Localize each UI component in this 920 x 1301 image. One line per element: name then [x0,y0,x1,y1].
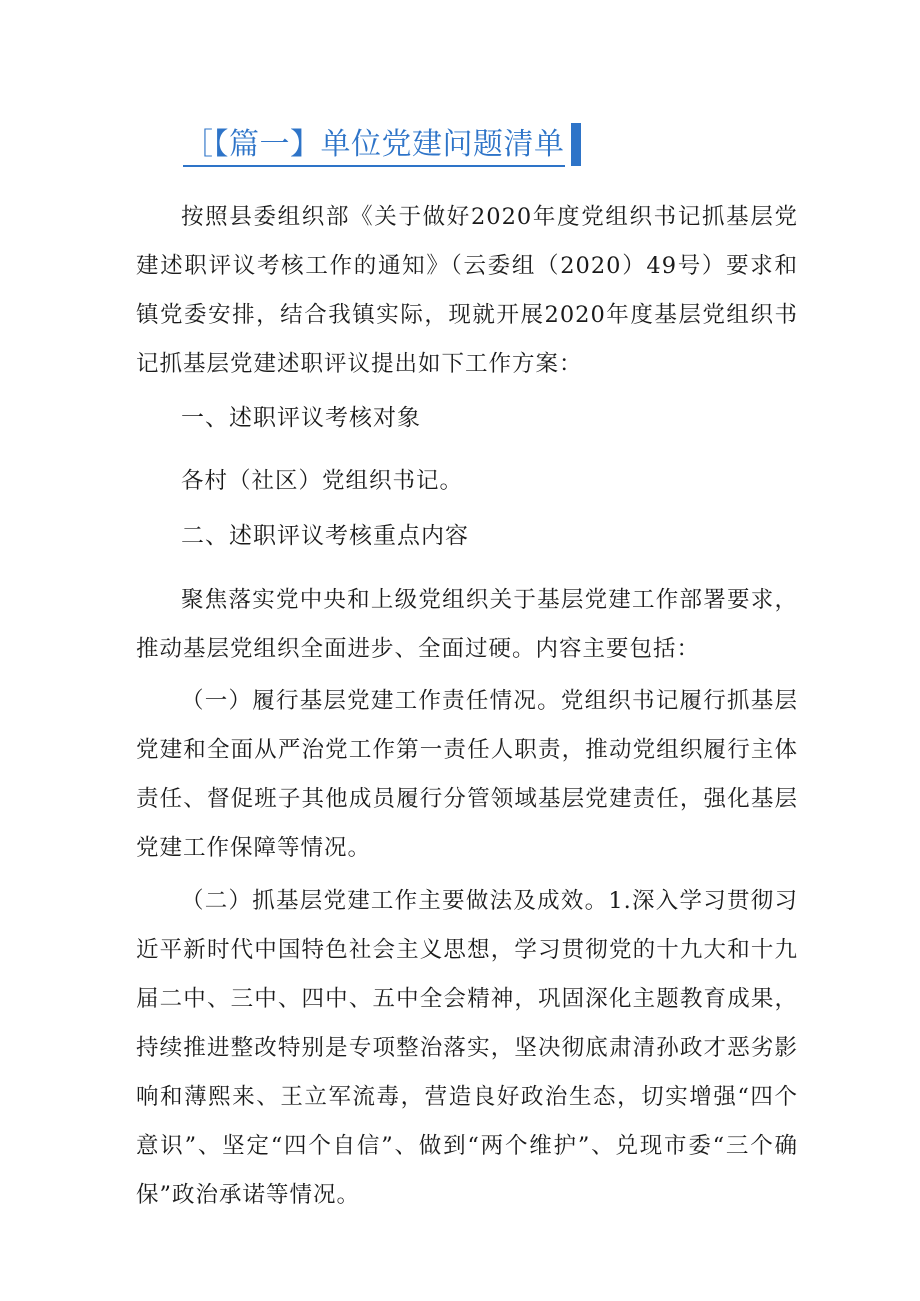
section2-heading: 二、述职评议考核重点内容 [181,523,469,549]
document-title: ［【篇一】单位党建问题清单 [183,126,565,167]
section1-body: 各村（社区）党组织书记。 [181,468,464,494]
section2-body: 聚焦落实党中央和上级党组织关于基层党建工作部署要求，推动基层党组织全面进步、全面过硬。内容主要包括： [136,587,798,662]
section1-heading: 一、述职评议考核对象 [181,405,421,431]
item1-paragraph: （一）履行基层党建工作责任情况。党组织书记履行抓基层党建和全面从严治党工作第一责任人职责，推动党组织履行主体责任、督促班子其他成员履行分管领域基层党建责任，强化基层党建工作保障等情况。 [136,688,798,861]
intro-paragraph: 按照县委组织部《关于做好2020年度党组织书记抓基层党建述职评议考核工作的通知》（云委组（2020）49号）要求和镇党委安排，结合我镇实际，现就开展2020年度基层党组织书记抓基层党建述职评议提出如下工作方案： [136,204,798,377]
title-marker-bar [571,123,581,166]
item2-paragraph: （二）抓基层党建工作主要做法及成效。1.深入学习贯彻习近平新时代中国特色社会主义思想，学习贯彻党的十九大和十九届二中、三中、四中、五中全会精神，巩固深化主题教育成果，持续推进整改特别是专项整治落实，坚决彻底肃清孙政才恶劣影响和薄熙来、王立军流毒，营造良好政治生态，切实增强“四个意识”、坚定“四个自信”、做到“两个维护”、兑现市委“三个确保”政治承诺等情况。 [136,888,798,1208]
document-title-block [183,121,581,167]
